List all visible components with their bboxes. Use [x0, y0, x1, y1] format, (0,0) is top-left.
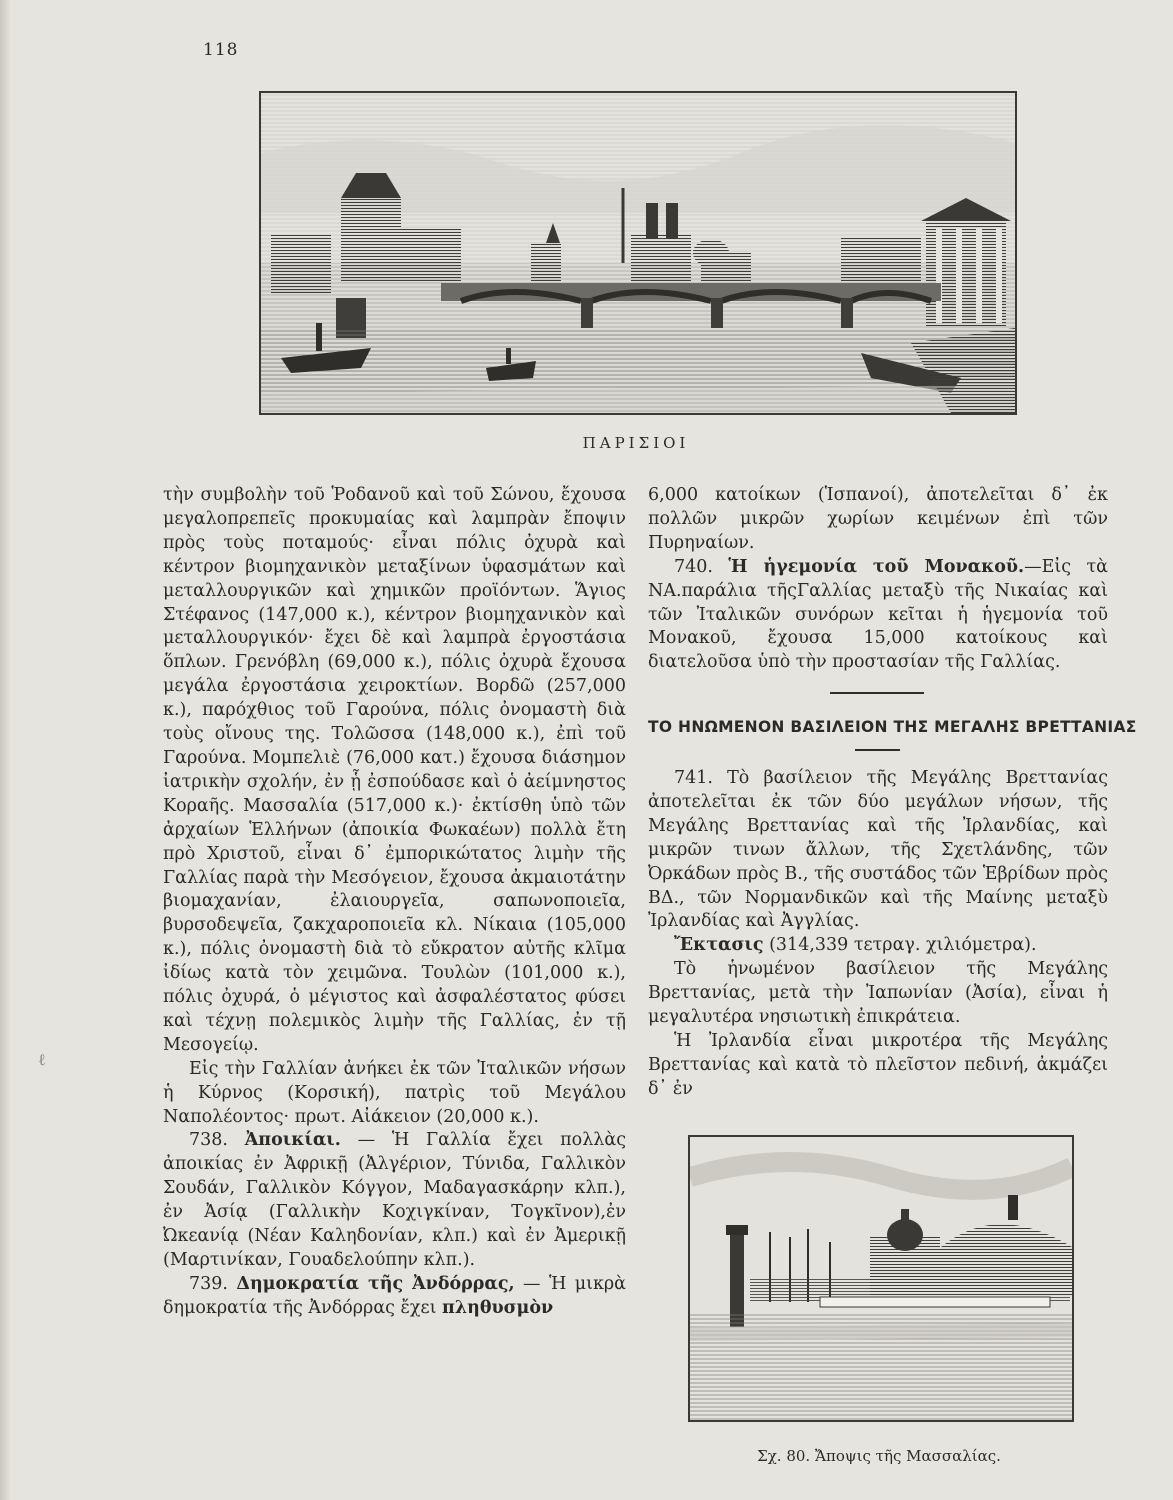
section-title: ΤΟ ΗΝΩΜΕΝΟΝ ΒΑΣΙΛΕΙΟΝ ΤΗΣ ΜΕΓΑΛΗΣ ΒΡΕΤΤΑΝΙΑΣ [648, 718, 1137, 736]
left-paragraph-738 [163, 1129, 626, 1272]
paris-illustration [261, 93, 1015, 413]
paragraph-heading: Ἡ ἡγεμονία τοῦ Μονακοῦ. [728, 556, 1025, 577]
right-paragraph-extent [648, 934, 1108, 958]
right-paragraph-1: 6,000 κατοίκων (Ἱσπανοί), ἀποτελεῖται δ᾽ ἐκ πολλῶν μικρῶν χωρίων κειμένων ἐπὶ τῶν Πυρηναίων. [648, 485, 1108, 553]
paragraph-heading: Δημοκρατία τῆς Ἀνδόρρας, [236, 1273, 515, 1294]
left-paragraph-2: Εἰς τὴν Γαλλίαν ἀνήκει ἐκ τῶν Ἰταλικῶν νήσων ἡ Κύρνος (Κορσική), πατρὶς τοῦ Μεγάλου Ναπολέοντος· πρωτ. Αἰάκειον (20,000 κ.). [163, 1058, 626, 1127]
paragraph-text: — Ἡ Γαλλία ἔχει πολλὰς ἀποικίας ἐν Ἀφρικῇ (Ἀλγέριον, Τύνιδα, Γαλλικὸν Σουδάν, Γαλλικὸν Κόγγον, Μαδαγασκάρην κλπ.), ἐν Ἀσίᾳ (Γαλλικὴν Κοχιγκίναν, Τογκῖνον),ἐν Ὠκεανίᾳ (Νέαν Καληδονίαν, κλπ.) καὶ ἐν Ἀμερικῇ (Μαρτινίκαν, Γουαδελούπην κλπ.). [163, 1130, 626, 1270]
marseille-engraving [688, 1135, 1074, 1422]
top-figure-caption: ΠΑΡΙΣΙΟΙ [582, 434, 690, 452]
left-paragraph-1: τὴν συμβολὴν τοῦ Ῥοδανοῦ καὶ τοῦ Σώνου, ἔχουσα μεγαλοπρεπεῖς προκυμαίας καὶ λαμπρὰν ἔποψιν πρὸς τοὺς ποταμούς· εἶναι πόλις ὀχυρὰ καὶ κέντρον βιομηχανικὸν μεταξίνων ὑφασμάτων καὶ μεταλλουργικῶν καὶ χημικῶν προϊόντων. Ἅγιος Στέφανος (147,000 κ.), κέντρον βιομηχανικὸν καὶ μεταλλουργικόν· ἔχει δὲ καὶ λαμπρὰ ἐργοστάσια ὅπλων. Γρενόβλη (69,000 κ.), πόλις ὀχυρὰ ἔχουσα μεγάλα ἐργοστάσια χειροκτίων. Βορδῶ (257,000 κ.), παρόχθιος τοῦ Γαρούνα, πόλις ὀνομαστὴ διὰ τοὺς οἴνους της. Τολῶσσα (148,000 κ.), ἐπὶ τοῦ Γαρούνα. Μομπελιὲ (76,000 κατ.) ἔχουσα διάσημον ἰατρικὴν σχολήν, ἐν ᾗ ἐσπούδασε καὶ ὁ ἀείμνηστος Κοραῆς. Μασσαλία (517,000 κ.)· ἐκτίσθη ὑπὸ τῶν ἀρχαίων Ἑλλήνων (ἀποικία Φωκαέων) πολλὰ ἔτη πρὸ Χριστοῦ, εἶναι δ᾽ ἐμπορικώτατος λιμὴν τῆς Γαλλίας παρὰ τὴν Μεσόγειον, ἔχουσα ἀκμαιοτάτην βιομαχανίαν, ἐλαιουργεῖα, σαπωνοποιεῖα, βυρσοδεψεῖα, ζακχαροποιεῖα κλ. Νίκαια (105,000 κ.), πόλις ὀνομαστὴ διὰ τὸ εὔκρατον αὐτῆς κλῖμα ἰδίως κατὰ τὸν χειμῶνα. Τουλὼν (101,000 κ.), πόλις ὀχυρά, ὁ μέγιστος καὶ ἀσφαλέστατος φύσει καὶ τέχνῃ πολεμικὸς λιμὴν τῆς Γαλλίας, ἐν τῇ Μεσογείῳ. [163, 485, 626, 1055]
right-paragraph-741: 741. Τὸ βασίλειον τῆς Μεγάλης Βρεττανίας ἀποτελεῖται ἐκ τῶν δύο μεγάλων νήσων, τῆς Μεγάλης Βρεττανίας καὶ τῆς Ἰρλανδίας, καὶ μικρῶν τινων ἄλλων, τῆς Σχετλάνδης, τῶν Ὀρκάδων πρὸς Β., τῆς συστάδος τῶν Ἑβρίδων πρὸς ΒΔ., τῶν Νορμανδικῶν καὶ τῆς Μαίνης μεταξὺ Ἰρλανδίας καὶ Ἀγγλίας. [648, 768, 1108, 932]
paris-engraving [259, 91, 1017, 415]
paragraph-text: — Ἡ μικρὰ δημοκρατία τῆς Ἀνδόρρας ἔχει [163, 1273, 626, 1318]
marseille-illustration [690, 1137, 1072, 1420]
margin-pencil-mark: ℓ [38, 1050, 46, 1069]
right-column-top [648, 484, 1108, 675]
paragraph-number: 740. [674, 556, 713, 577]
paragraph-number: 739. [189, 1273, 228, 1294]
left-column [163, 484, 626, 1321]
bottom-figure-caption: Σχ. 80. Ἄποψις τῆς Μασσαλίας. [757, 1447, 1001, 1465]
page-number: 118 [203, 40, 239, 60]
right-paragraph-5: Τὸ ἡνωμένον βασίλειον τῆς Μεγάλης Βρεττανίας, μετὰ τὴν Ἰαπωνίαν (Ἀσία), εἶναι ἡ μεγαλυτέρα νησιωτικὴ ἐπικράτεια. [648, 959, 1108, 1028]
section-rule-top [830, 692, 924, 694]
left-paragraph-739 [163, 1273, 626, 1321]
paragraph-heading: Ἔκτασις [674, 935, 764, 956]
paragraph-heading: Ἀποικίαι. [244, 1130, 341, 1151]
paragraph-text: (314,339 τετραγ. χιλιόμετρα). [763, 935, 1037, 956]
paragraph-text: —Εἰς τὰ ΝΑ.παράλια τῆςΓαλλίας μεταξὺ τῆς Νικαίας καὶ τῶν Ἰταλικῶν συνόρων κεῖται ἡ ἡγεμονία τοῦ Μονακοῦ, ἔχουσα 15,000 κατοίκους καὶ διατελοῦσα ὑπὸ τὴν προστασίαν τῆς Γαλλίας. [648, 556, 1108, 673]
right-paragraph-740 [648, 556, 1108, 676]
paragraph-number: 738. [189, 1130, 228, 1151]
right-paragraph-6: Ἡ Ἰρλανδία εἶναι μικροτέρα τῆς Μεγάλης Βρεττανίας καὶ κατὰ τὸ πλεῖστον πεδινή, ἀκμάζει δ᾽ ἐν [648, 1030, 1108, 1099]
section-rule-bottom [855, 749, 900, 751]
page-edge [0, 0, 10, 1500]
paragraph-tail: πληθυσμὸν [442, 1297, 554, 1318]
right-column-bottom [648, 767, 1108, 1102]
